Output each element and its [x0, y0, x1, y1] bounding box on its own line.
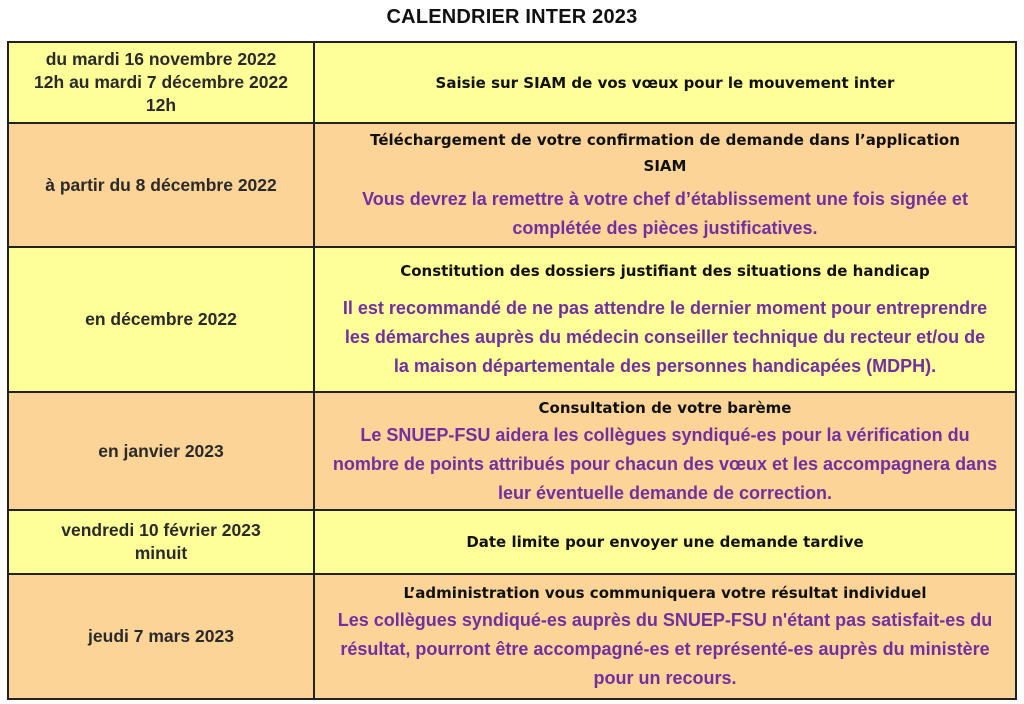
description-cell: [314, 510, 1016, 574]
description-cell: [314, 42, 1016, 123]
step-detail: Le SNUEP-FSU aidera les collègues syndiqué-es pour la vérification du nombre de points attribués pour chacun des vœux et les accompagnera dans leur éventuelle demande de correction.: [332, 424, 998, 503]
step-detail: Vous devrez la remettre à votre chef d’établissement une fois signée et complétée des pièces justificatives.: [362, 189, 968, 238]
calendar-table: [7, 41, 1017, 700]
date-cell: [8, 123, 314, 247]
date-text: jeudi 7 mars 2023: [88, 626, 234, 646]
date-cell: [8, 574, 314, 699]
date-text: du mardi 16 novembre 2022 12h au mardi 7 décembre 2022 12h: [34, 49, 288, 115]
date-cell: [8, 510, 314, 574]
table-row: [8, 247, 1016, 392]
date-text: en décembre 2022: [85, 309, 237, 329]
step-heading: Téléchargement de votre confirmation de demande dans l’application SIAM: [370, 131, 960, 175]
page-title: CALENDRIER INTER 2023: [386, 6, 638, 28]
description-cell: [314, 392, 1016, 510]
table-row: [8, 392, 1016, 510]
description-cell: [314, 123, 1016, 247]
table-row: [8, 510, 1016, 574]
table-row: [8, 42, 1016, 123]
description-cell: [314, 247, 1016, 392]
date-text: à partir du 8 décembre 2022: [45, 174, 277, 195]
step-heading: Consultation de votre barème: [538, 398, 792, 417]
step-detail: Il est recommandé de ne pas attendre le dernier moment pour entreprendre les démarches auprès du médecin conseiller technique du recteur et/ou de la maison départementale des personnes handicapées (MDPH).: [342, 298, 988, 376]
step-heading: Date limite pour envoyer une demande tardive: [466, 533, 864, 551]
step-heading: L’administration vous communiquera votre résultat individuel: [403, 584, 927, 602]
date-cell: [8, 392, 314, 510]
table-row: [8, 123, 1016, 247]
step-detail: Les collègues syndiqué-es auprès du SNUEP-FSU n'étant pas satisfait-es du résultat, pourront être accompagné-es et représenté-es auprès du ministère pour un recours.: [337, 610, 993, 688]
date-cell: [8, 247, 314, 392]
table-row: [8, 574, 1016, 699]
date-text: vendredi 10 février 2023 minuit: [61, 520, 261, 563]
date-cell: [8, 42, 314, 123]
step-heading: Constitution des dossiers justifiant des situations de handicap: [400, 262, 930, 280]
date-text: en janvier 2023: [98, 440, 224, 461]
step-heading: Saisie sur SIAM de vos vœux pour le mouvement inter: [435, 73, 895, 92]
description-cell: [314, 574, 1016, 699]
